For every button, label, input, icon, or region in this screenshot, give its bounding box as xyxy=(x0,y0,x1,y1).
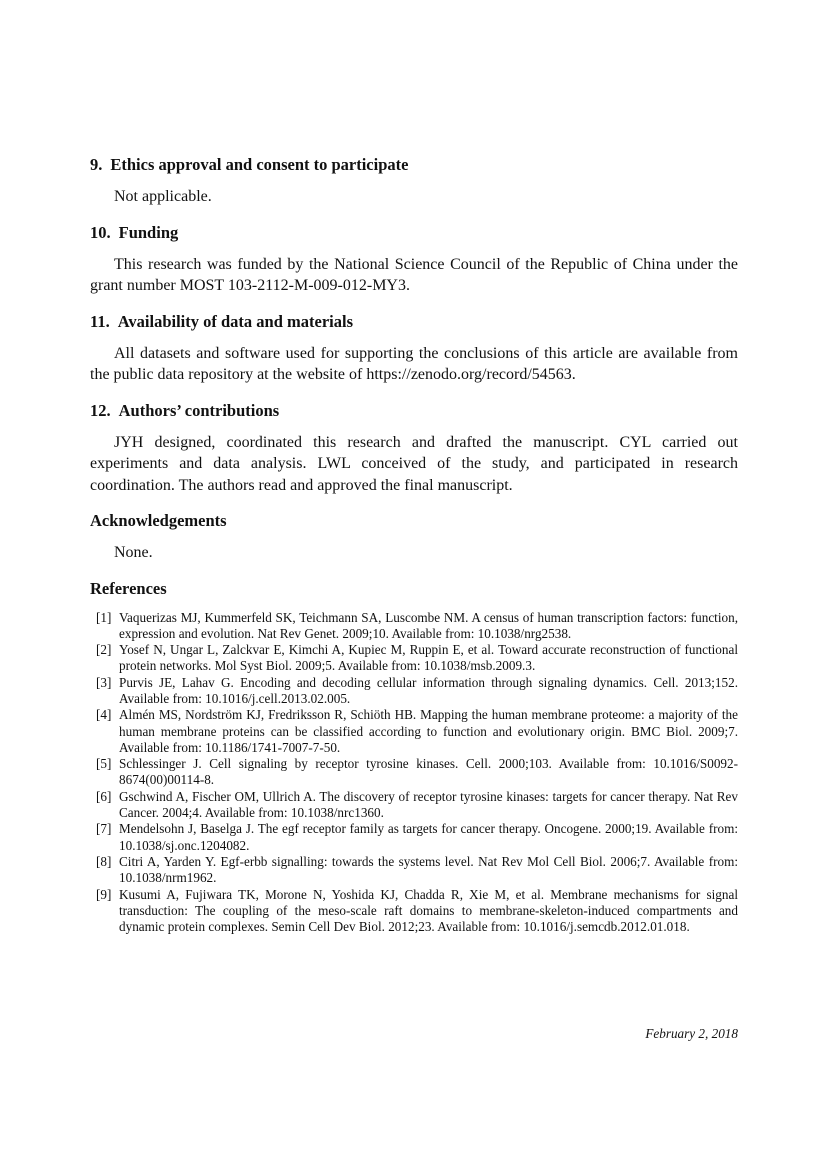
section-acknowledgements xyxy=(90,510,738,564)
section-availability xyxy=(90,311,738,386)
section-body: None. xyxy=(114,544,153,561)
reference-number: [4] xyxy=(96,707,112,723)
reference-text: Gschwind A, Fischer OM, Ullrich A. The discovery of receptor tyrosine kinases: targets for cancer therapy. Nat Rev Cancer. 2004;4. Available from: 10.1038/nrc1360. xyxy=(119,788,738,821)
reference-number: [5] xyxy=(96,756,112,772)
section-heading xyxy=(90,400,738,422)
section-heading xyxy=(90,222,738,244)
section-references xyxy=(90,578,738,936)
section-title: Availability of data and materials xyxy=(117,311,353,331)
reference-item xyxy=(90,821,738,854)
reference-item xyxy=(90,610,738,643)
section-body: JYH designed, coordinated this research and drafted the manuscript. CYL carried out experiments and data analysis. LWL conceived of the study, and participated in research coordination. The authors read and approved the final manuscript. xyxy=(90,433,738,494)
reference-item xyxy=(90,642,738,675)
reference-text: Kusumi A, Fujiwara TK, Morone N, Yoshida KJ, Chadda R, Xie M, et al. Membrane mechanisms for signal transduction: The coupling of the meso-scale raft domains to membrane-skeleton-induced compartments and dynamic protein complexes. Semin Cell Dev Biol. 2012;23. Available from: 10.1016/j.semcdb.2012.01.018. xyxy=(119,886,738,935)
footer-date: February 2, 2018 xyxy=(645,1026,738,1041)
reference-list xyxy=(90,610,738,936)
reference-number: [3] xyxy=(96,674,112,690)
section-contributions xyxy=(90,400,738,497)
section-body: All datasets and software used for supporting the conclusions of this article are available from the public data repository at the website of https://zenodo.org/record/54563. xyxy=(90,344,738,383)
section-number: 12. xyxy=(90,400,111,420)
reference-number: [2] xyxy=(96,642,112,658)
section-heading xyxy=(90,311,738,333)
section-heading xyxy=(90,154,738,176)
reference-text: Yosef N, Ungar L, Zalckvar E, Kimchi A, Kupiec M, Ruppin E, et al. Toward accurate reconstruction of functional protein networks. Mol Syst Biol. 2009;5. Available from: 10.1038/msb.2009.3. xyxy=(119,642,738,674)
section-funding xyxy=(90,222,738,297)
reference-number: [1] xyxy=(96,609,112,625)
section-body: Not applicable. xyxy=(114,188,212,205)
section-number: 10. xyxy=(90,222,111,242)
section-number: 11. xyxy=(90,311,110,331)
reference-item xyxy=(90,789,738,822)
reference-number: [6] xyxy=(96,788,112,804)
reference-text: Citri A, Yarden Y. Egf-erbb signalling: towards the systems level. Nat Rev Mol Cell Biol. 2006;7. Available from: 10.1038/nrm1962. xyxy=(119,853,738,886)
section-title: Funding xyxy=(118,222,179,242)
section-title: Ethics approval and consent to participate xyxy=(110,155,409,174)
reference-item xyxy=(90,756,738,789)
section-heading: Acknowledgements xyxy=(90,511,227,530)
reference-text: Purvis JE, Lahav G. Encoding and decoding cellular information through signaling dynamics. Cell. 2013;152. Available from: 10.1016/j.cell.2013.02.005. xyxy=(119,674,738,706)
reference-item xyxy=(90,707,738,756)
reference-number: [8] xyxy=(96,853,112,869)
reference-text: Mendelsohn J, Baselga J. The egf receptor family as targets for cancer therapy. Oncogene. 2000;19. Available from: 10.1038/sj.onc.1204082. xyxy=(119,821,738,853)
reference-text: Almén MS, Nordström KJ, Fredriksson R, Schiöth HB. Mapping the human membrane proteome: a majority of the human membrane proteins can be classified according to function and evolutionary origin. BMC Biol. 2009;7. Available from: 10.1186/1741-7007-7-50. xyxy=(119,707,738,755)
reference-item xyxy=(90,854,738,887)
reference-item xyxy=(90,887,738,936)
section-body: This research was funded by the National Science Council of the Republic of China under the grant number MOST 103-2112-M-009-012-MY3. xyxy=(90,255,738,294)
paper-page xyxy=(90,154,738,947)
reference-item xyxy=(90,675,738,708)
section-heading: References xyxy=(90,578,167,598)
reference-text: Vaquerizas MJ, Kummerfeld SK, Teichmann SA, Luscombe NM. A census of human transcription factors: function, expression and evolution. Nat Rev Genet. 2009;10. Available from: 10.1038/nrg2538. xyxy=(119,609,738,641)
section-number: 9. xyxy=(90,155,103,174)
reference-text: Schlessinger J. Cell signaling by receptor tyrosine kinases. Cell. 2000;103. Available from: 10.1016/S0092-8674(00)00114-8. xyxy=(119,756,738,788)
reference-number: [7] xyxy=(96,821,112,837)
section-title: Authors’ contributions xyxy=(118,400,280,420)
reference-number: [9] xyxy=(96,886,112,902)
section-ethics xyxy=(90,154,738,208)
